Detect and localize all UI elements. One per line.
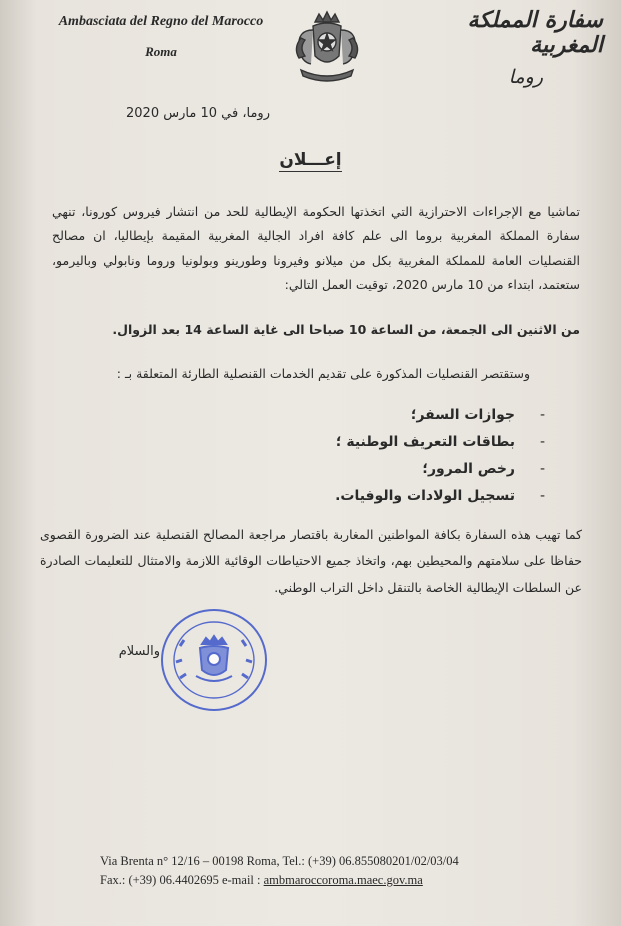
moroccan-coat-of-arms-icon bbox=[287, 8, 367, 86]
service-label: رخص المرور؛ bbox=[422, 461, 515, 477]
list-dash: - bbox=[539, 488, 545, 504]
list-item bbox=[200, 483, 545, 510]
embassy-header-italian bbox=[36, 14, 286, 60]
services-list bbox=[200, 402, 545, 510]
footer-address bbox=[100, 852, 540, 890]
list-item bbox=[200, 429, 545, 456]
city-italian: Roma bbox=[145, 44, 177, 59]
official-stamp-icon bbox=[158, 606, 270, 714]
embassy-header-arabic bbox=[393, 8, 603, 88]
advice-paragraph: كما تهيب هذه السفارة بكافة المواطنين المغاربة باقتصار مراجعة المصالح القنصلية عند الضرورة القصوى حفاظا على سلامتهم والمحيطين بهم، واتخاذ جميع الاحتياطات الوقائية اللازمة والامتثال للتعليمات الصادرة عن السلطات الإيطالية الخاصة بالتنقل داخل التراب الوطني. bbox=[40, 527, 582, 595]
list-dash: - bbox=[539, 407, 545, 423]
embassy-name-arabic: سفارة المملكة المغربية bbox=[467, 8, 603, 58]
embassy-name-italian: Ambasciata del Regno del Marocco bbox=[58, 14, 264, 29]
working-hours-line: من الاثنين الى الجمعة، من الساعة 10 صباحا الى غاية الساعة 14 بعد الزوال. bbox=[112, 322, 580, 337]
service-label: بطاقات التعريف الوطنية ؛ bbox=[335, 434, 515, 450]
services-intro: وستقتصر القنصليات المذكورة على تقديم الخدمات القنصلية الطارئة المتعلقة بـ : bbox=[116, 366, 530, 381]
city-arabic: روما bbox=[508, 66, 543, 88]
closing-salutation: والسلام bbox=[118, 644, 160, 659]
address-line: Via Brenta n° 12/16 – 00198 Roma, Tel.: (+39) 06.855080201/02/03/04 bbox=[100, 854, 459, 868]
intro-paragraph: تماشيا مع الإجراءات الاحترازية التي اتخذتها الحكومة الإيطالية للحد من انتشار فيروس كورونا، تنهي سفارة المملكة المغربية بروما الى علم كافة افراد الجالية المغربية المقيمة بإيطاليا، ان مصالح القنصليات العامة للمملكة المغربية بكل من ميلانو وفيرونا وطورينو وبولونيا وروما ونابولي وباليرمو، ستعتمد، ابتداء من 10 مارس 2020، توقيت العمل التالي: bbox=[52, 204, 580, 293]
letter-date: روما، في 10 مارس 2020 bbox=[126, 106, 270, 121]
service-label: تسجيل الولادات والوفيات. bbox=[335, 488, 515, 504]
service-label: جوازات السفر؛ bbox=[410, 407, 515, 423]
list-dash: - bbox=[539, 461, 545, 477]
list-dash: - bbox=[539, 434, 545, 450]
email-link[interactable]: ambmaroccoroma.maec.gov.ma bbox=[263, 872, 423, 887]
announcement-title bbox=[0, 150, 621, 170]
list-item bbox=[200, 402, 545, 429]
announcement-title-text: إعـــلان bbox=[279, 150, 342, 170]
list-item bbox=[200, 456, 545, 483]
fax-text: Fax.: (+39) 06.4402695 e-mail : bbox=[100, 872, 264, 887]
fax-email-line bbox=[100, 871, 540, 890]
